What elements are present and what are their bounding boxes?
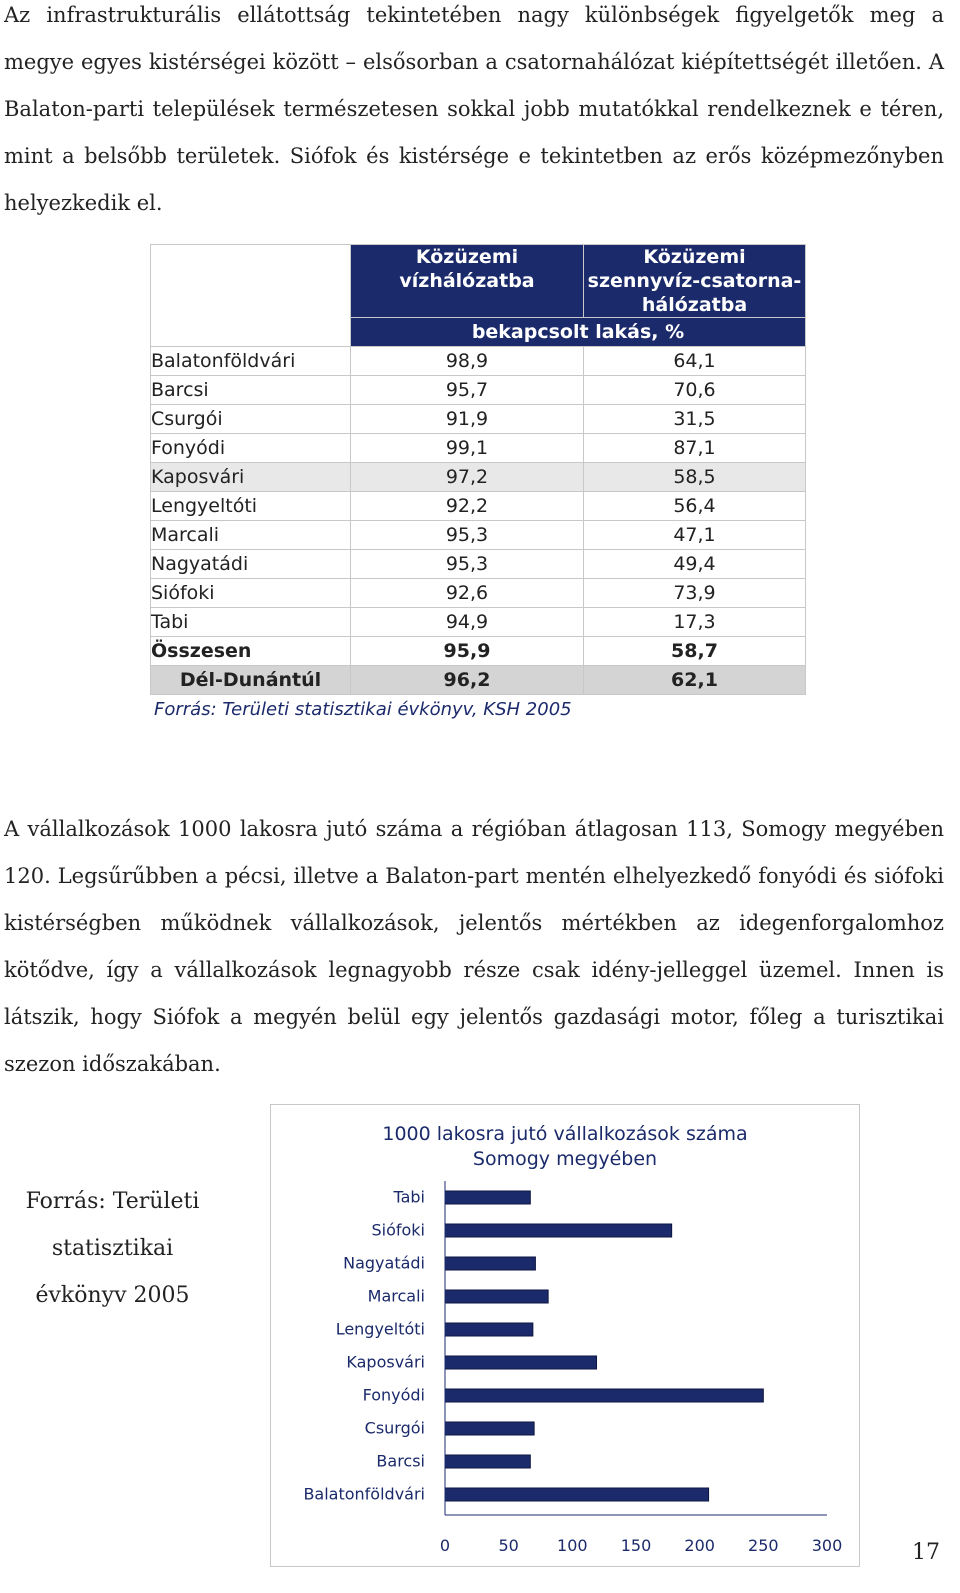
row-name: Siófoki <box>151 579 351 608</box>
total-water-value: 95,9 <box>351 637 584 666</box>
row-name: Kaposvári <box>151 463 351 492</box>
region-label: Dél-Dunántúl <box>151 666 351 695</box>
category-label: Balatonföldvári <box>303 1484 425 1504</box>
business-paragraph: A vállalkozások 1000 lakosra jutó száma a régióban átlagosan 113, Somogy megyében 120. Legsűrűbben a pécsi, illetve a Balaton-part mentén elhelyezkedő fonyódi és siófoki kistérségben működnek vállalkozások, jelentős mértékben az idegenforgalomhoz kötődve, így a vállalkozások legnagyobb része csak idény-jelleggel üzemel. Innen is látszik, hogy Siófok a megyén belül egy jelentős gazdasági motor, főleg a turisztikai szezon időszakában. <box>4 817 944 1076</box>
category-label: Kaposvári <box>346 1352 425 1372</box>
header-water-network: Közüzemi vízhálózatba <box>351 245 584 318</box>
row-water-value: 98,9 <box>351 347 584 376</box>
infrastructure-table <box>150 244 806 695</box>
table-row <box>151 347 806 376</box>
x-tick-label: 50 <box>498 1536 519 1555</box>
total-sewer-value: 58,7 <box>584 637 806 666</box>
row-water-value: 91,9 <box>351 405 584 434</box>
category-label: Fonyódi <box>362 1385 425 1405</box>
row-name: Tabi <box>151 608 351 637</box>
row-water-value: 97,2 <box>351 463 584 492</box>
infrastructure-table-figure <box>150 244 822 764</box>
business-density-chart <box>270 1104 860 1567</box>
header-unit: bekapcsolt lakás, % <box>351 318 806 347</box>
row-sewer-value: 73,9 <box>584 579 806 608</box>
row-sewer-value: 17,3 <box>584 608 806 637</box>
row-name: Marcali <box>151 521 351 550</box>
bar <box>445 1356 597 1369</box>
table-row <box>151 434 806 463</box>
row-name: Barcsi <box>151 376 351 405</box>
row-water-value: 94,9 <box>351 608 584 637</box>
x-tick-label: 150 <box>620 1536 652 1555</box>
bar <box>445 1422 534 1435</box>
bar <box>445 1455 530 1468</box>
x-tick-label: 100 <box>557 1536 588 1555</box>
table-row <box>151 376 806 405</box>
row-sewer-value: 87,1 <box>584 434 806 463</box>
bar <box>445 1389 763 1402</box>
intro-paragraph: Az infrastrukturális ellátottság tekintetében nagy különbségek figyelgetők meg a megye egyes kistérségei között – elsősorban a csatornahálózat kiépítettségét illetően. A Balaton-parti települések természetesen sokkal jobb mutatókkal rendelkeznek e téren, mint a belsőbb területek. Siófok és kistérsége e tekintetben az erős középmezőnyben helyezkedik el. <box>4 3 944 215</box>
category-label: Csurgói <box>364 1418 425 1438</box>
table-row <box>151 492 806 521</box>
page-number: 17 <box>912 1540 940 1565</box>
row-water-value: 95,3 <box>351 521 584 550</box>
table-row <box>151 463 806 492</box>
region-water-value: 96,2 <box>351 666 584 695</box>
category-label: Barcsi <box>376 1451 425 1471</box>
table-region-row <box>151 666 806 695</box>
row-sewer-value: 58,5 <box>584 463 806 492</box>
table-row <box>151 405 806 434</box>
bar <box>445 1191 530 1204</box>
row-water-value: 95,3 <box>351 550 584 579</box>
x-tick-label: 300 <box>811 1536 843 1555</box>
row-water-value: 95,7 <box>351 376 584 405</box>
header-sewer-network: Közüzemi szennyvíz-csatorna-hálózatba <box>584 245 806 318</box>
chart-source-note: Forrás: Területi statisztikai évkönyv 2005 <box>25 1189 200 1308</box>
row-sewer-value: 56,4 <box>584 492 806 521</box>
category-label: Marcali <box>367 1286 425 1306</box>
x-tick-label: 250 <box>748 1536 779 1555</box>
chart-canvas <box>271 1105 859 1566</box>
category-label: Nagyatádi <box>343 1253 425 1273</box>
row-water-value: 92,2 <box>351 492 584 521</box>
row-name: Lengyeltóti <box>151 492 351 521</box>
row-name: Nagyatádi <box>151 550 351 579</box>
row-name: Csurgói <box>151 405 351 434</box>
table-row <box>151 608 806 637</box>
bar <box>445 1224 672 1237</box>
chart-title-line: 1000 lakosra jutó vállalkozások száma <box>382 1123 748 1145</box>
total-label: Összesen <box>151 637 351 666</box>
table-source-note: Forrás: Területi statisztikai évkönyv, KSH 2005 <box>154 699 572 720</box>
row-name: Balatonföldvári <box>151 347 351 376</box>
row-sewer-value: 70,6 <box>584 376 806 405</box>
x-tick-label: 200 <box>684 1536 715 1555</box>
category-label: Siófoki <box>371 1220 425 1240</box>
x-tick-label: 0 <box>439 1536 451 1555</box>
row-sewer-value: 64,1 <box>584 347 806 376</box>
table-row <box>151 550 806 579</box>
bar <box>445 1323 533 1336</box>
bar <box>445 1257 535 1270</box>
table-row <box>151 579 806 608</box>
bar <box>445 1290 548 1303</box>
table-corner-cell <box>151 245 351 347</box>
table-row <box>151 521 806 550</box>
row-sewer-value: 31,5 <box>584 405 806 434</box>
category-label: Lengyeltóti <box>335 1319 425 1339</box>
table-total-row <box>151 637 806 666</box>
row-water-value: 92,6 <box>351 579 584 608</box>
bar <box>445 1488 709 1501</box>
region-sewer-value: 62,1 <box>584 666 806 695</box>
row-name: Fonyódi <box>151 434 351 463</box>
row-water-value: 99,1 <box>351 434 584 463</box>
row-sewer-value: 49,4 <box>584 550 806 579</box>
chart-title-line: Somogy megyében <box>472 1148 658 1170</box>
row-sewer-value: 47,1 <box>584 521 806 550</box>
category-label: Tabi <box>393 1187 425 1207</box>
